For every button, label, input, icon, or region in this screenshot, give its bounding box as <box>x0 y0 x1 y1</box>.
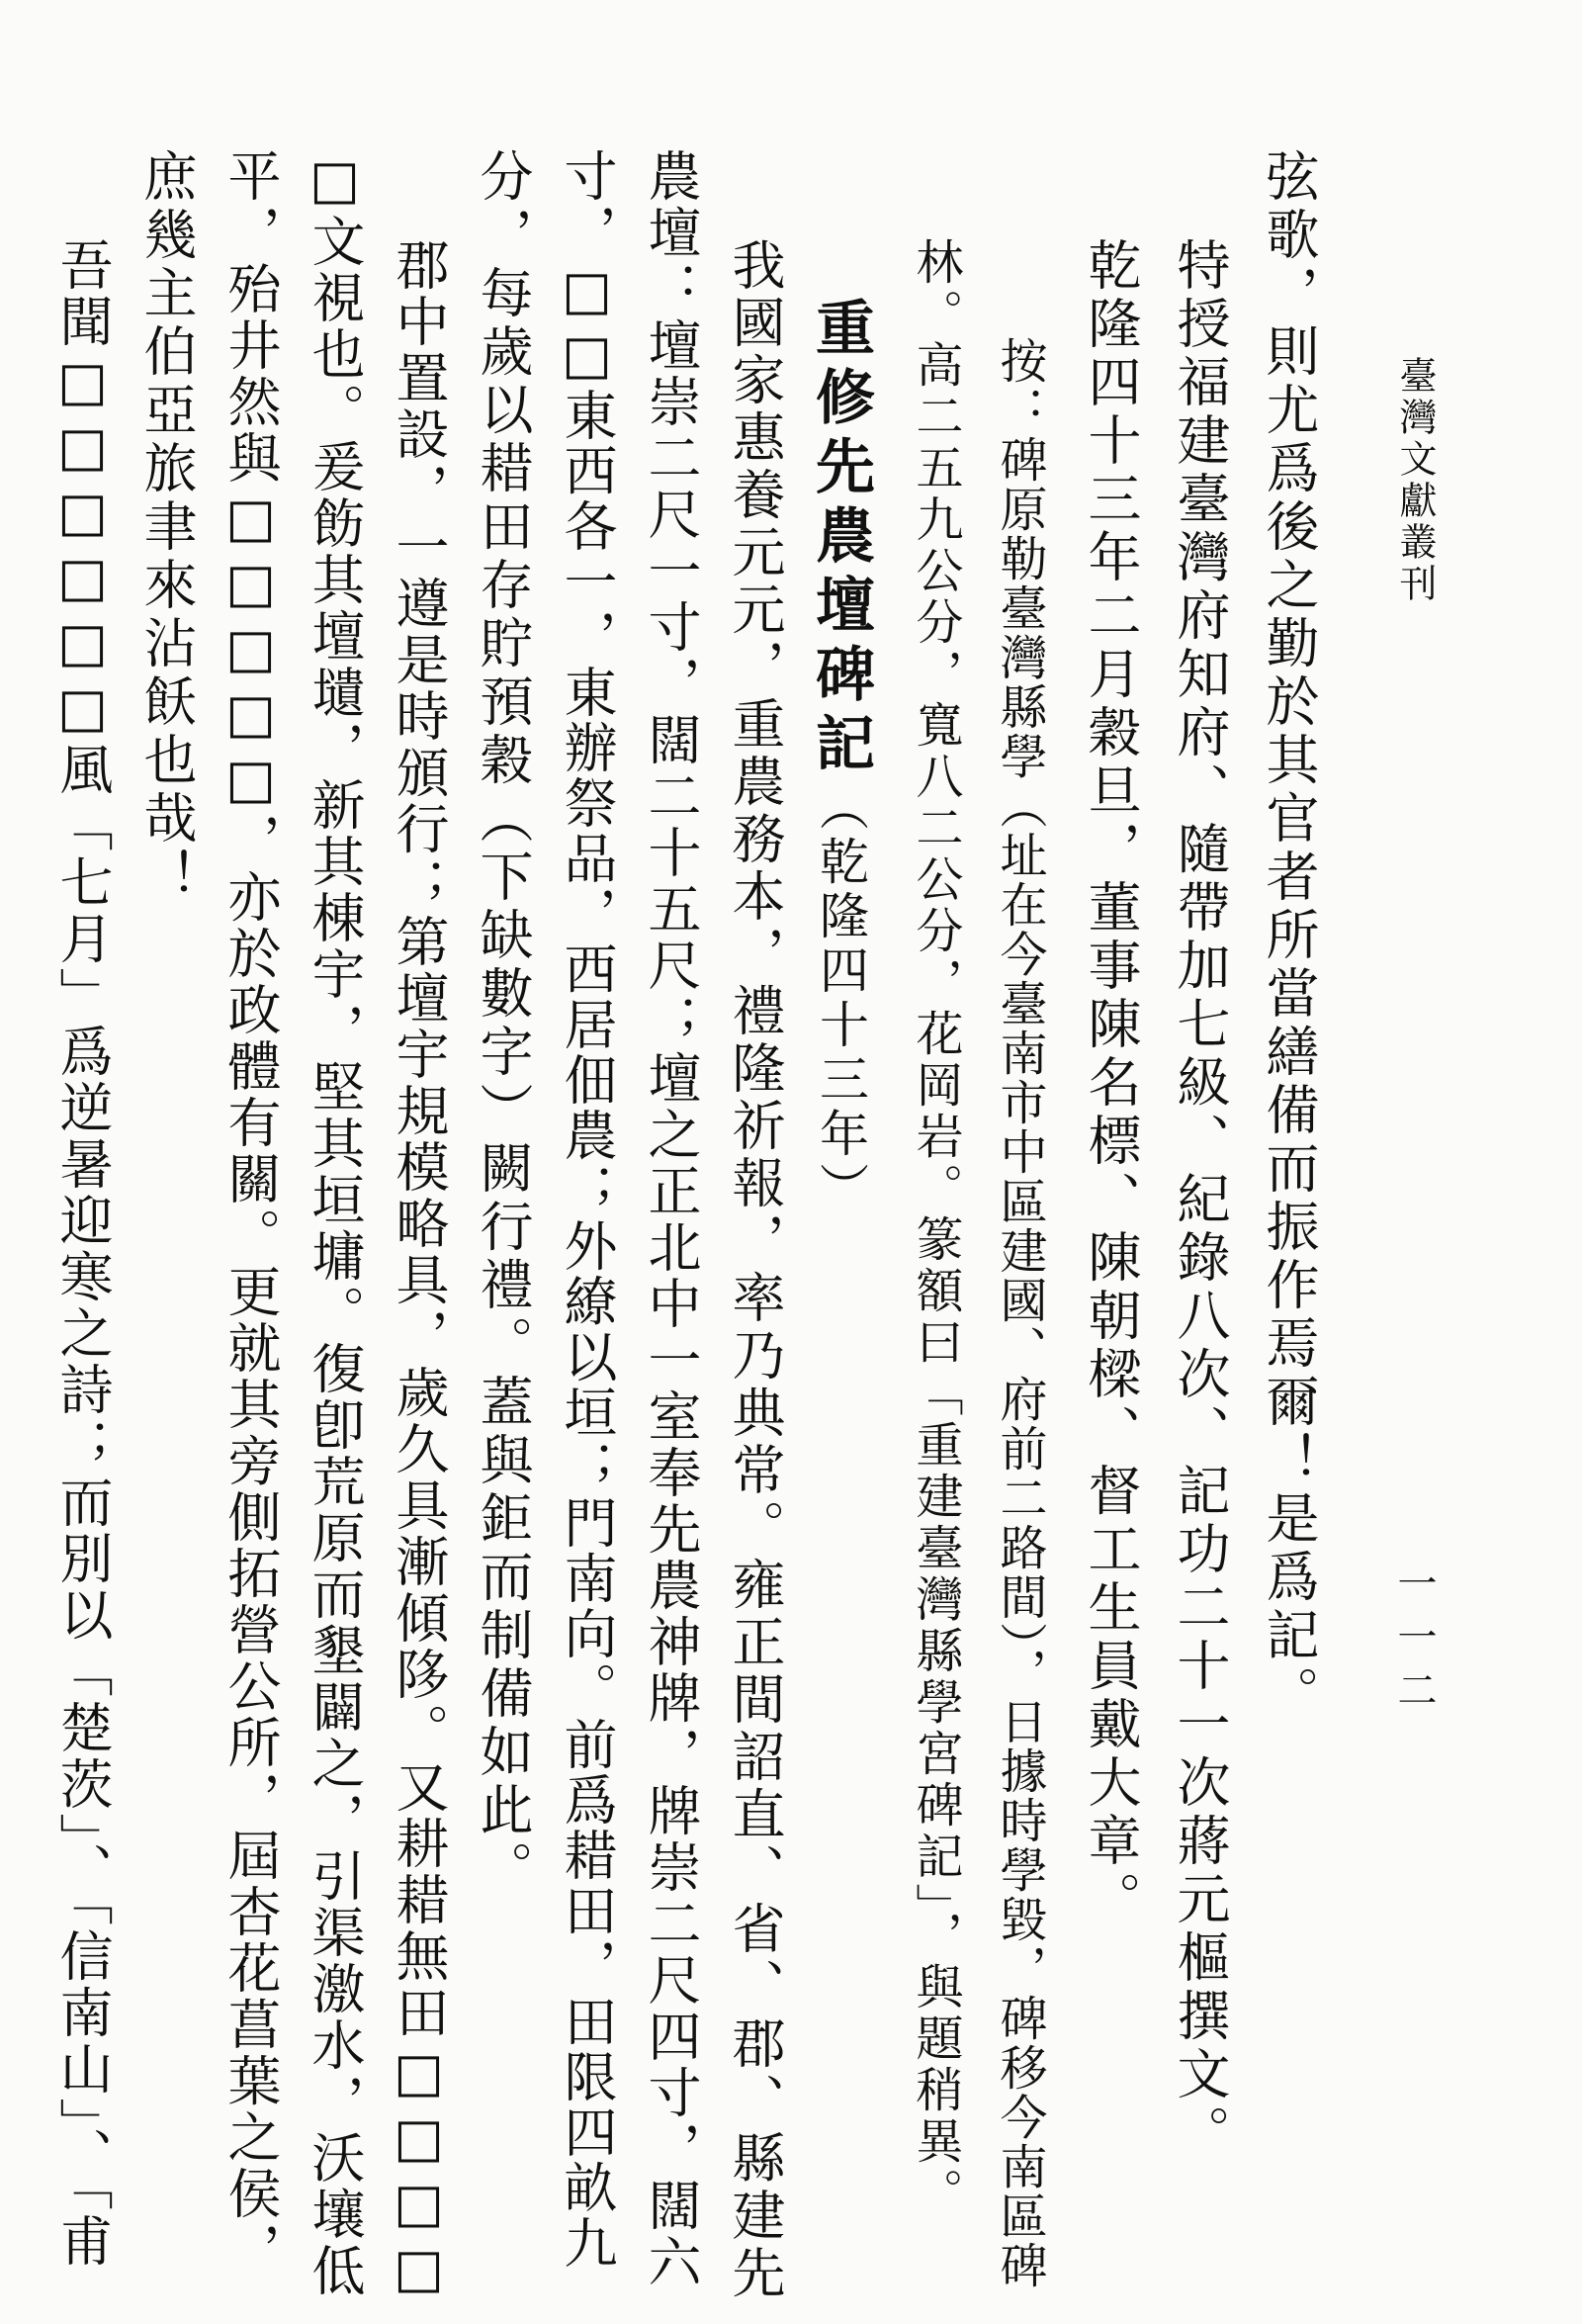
page-number: 一一二 <box>1391 1563 1437 1723</box>
body-line: 農壇：壇崇二尺一寸，闊二十五尺；壇之正北中一室奉先農神牌，牌崇二尺四寸，闊六 <box>640 148 702 2290</box>
body-line: 吾聞□□□□□□風「七月」爲逆暑迎寒之詩；而別以「楚茨」、「信南山」、「甫 <box>51 237 114 2270</box>
prev-text-line: 乾隆四十三年二月穀旦，董事陳名標、陳朝樑、督工生員戴大章。 <box>1080 237 1142 1929</box>
body-line: 庶幾主伯亞旅聿來沾飫也哉！ <box>135 148 198 907</box>
body-line: 平，殆井然與□□□□□，亦於政體有關。更就其旁側拓營公所，屆杏花菖葉之侯， <box>220 148 282 2279</box>
inscription-note-line: 按：碑原勒臺灣縣學（址在今臺南市中區建國、府前二路間），日據時學毀，碑移今南區碑 <box>992 336 1047 2290</box>
body-line: 郡中置設，一遵是時頒行；第壇宇規模略具，歲久具漸傾陊。又耕耤無田□□□□ <box>388 237 450 2302</box>
body-line: 分，每歲以耤田存貯預穀（下缺數字）闕行禮。蓋與鉅而制備如此。 <box>472 148 534 1899</box>
prev-text-line: 弦歌，則尤爲後之勤於其官者所當繕備而振作焉爾！是爲記。 <box>1258 148 1320 1724</box>
prev-text-line: 特授福建臺灣府知府、隨帶加七級、紀錄八次、記功二十一次蔣元樞撰文。 <box>1169 237 1231 2163</box>
body-line: 寸，□□東西各一，東辦祭品，西居佃農；外繚以垣；門南向。前爲耤田，田限四畝九 <box>556 148 618 2271</box>
body-line: □文視也。爰飭其壇壝，新其棟宇，堅其垣墉。復卽荒原而墾闢之，引渠激水，沃壤低 <box>304 148 366 2299</box>
section-date: （乾隆四十三年） <box>812 781 869 1216</box>
running-header: 臺灣文獻叢刊 <box>1393 356 1437 605</box>
inscription-note-line: 林。高二五九公分，寬八二公分，花岡岩。篆額曰「重建臺灣縣學宮碑記」，與題稍異。 <box>908 237 963 2219</box>
section-title-text: 重修先農壇碑記 <box>806 297 875 781</box>
body-line: 我國家惠養元元，重農務本，禮隆祈報，率乃典常。雍正間詔直、省、郡、縣建先 <box>724 237 786 2302</box>
section-title <box>806 297 875 1216</box>
